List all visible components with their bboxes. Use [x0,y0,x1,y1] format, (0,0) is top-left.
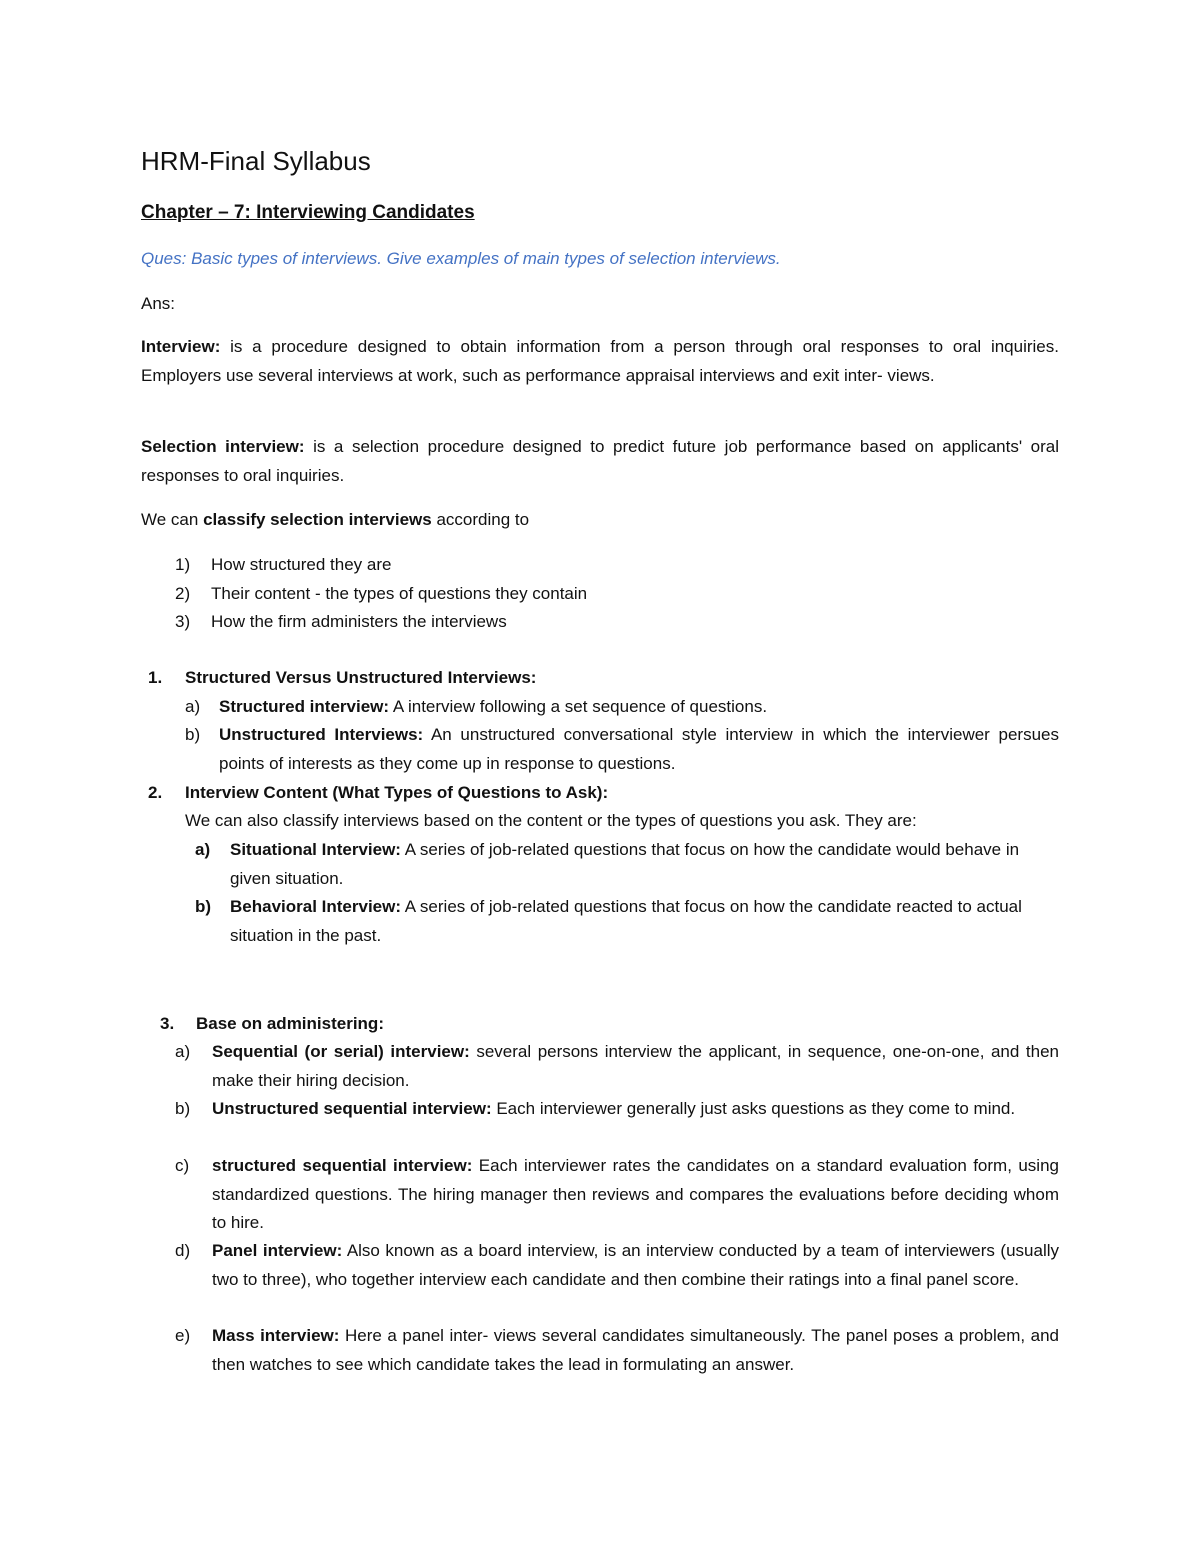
list-marker: a) [195,840,211,859]
list-item-text [212,1095,1059,1124]
section-heading-text: Structured Versus Unstructured Interviews: [185,668,537,687]
list-item-text [219,721,1059,778]
item-text: Each interviewer rates the candidates on a standard evaluation form, using standardized questions. The hiring manager then reviews and compares the evaluations before deciding whom to hire. [212,1156,1059,1232]
list-item-text: How the firm administers the interviews [211,612,507,631]
section-1-heading [148,664,1059,693]
item-term: Situational Interview: [230,840,401,859]
selection-interview-text: is a selection procedure designed to predict future job performance based on applicants' oral responses to oral inquiries. [141,437,1059,485]
list-item [175,608,1059,637]
list-item-text [230,836,1059,893]
interview-definition-text: is a procedure designed to obtain information from a person through oral responses to oral inquiries. Employers use several interviews at work, such as performance appraisal interviews and exit inter- views. [141,337,1059,385]
item-term: Panel interview: [212,1241,343,1260]
classify-post: according to [431,510,530,529]
list-marker: c) [175,1156,190,1175]
list-item-text [212,1322,1059,1379]
list-item [195,893,1059,950]
list-item [175,551,1059,580]
section-2-intro: We can also classify interviews based on the content or the types of questions you ask. They are: [185,811,917,830]
section-marker: 3. [160,1014,175,1033]
list-item [175,1152,1059,1238]
section-heading-text: Base on administering: [196,1014,384,1033]
list-marker: b) [195,897,212,916]
classify-bold: classify selection interviews [203,510,432,529]
question-text: Ques: Basic types of interviews. Give examples of main types of selection interviews. [141,249,781,268]
list-marker: a) [175,1042,191,1061]
item-text: Each interviewer generally just asks questions as they come to mind. [491,1099,1016,1118]
classify-pre: We can [141,510,204,529]
list-item-text [212,1038,1059,1095]
section-marker: 2. [148,783,163,802]
list-item-text: Their content - the types of questions they contain [211,584,588,603]
item-term: Unstructured Interviews: [219,725,424,744]
list-marker: 3) [175,612,191,631]
list-marker: 2) [175,584,191,603]
list-item-text [219,693,1059,722]
selection-interview-definition [141,433,1059,490]
section-2-heading [148,779,1059,808]
chapter-heading: Chapter – 7: Interviewing Candidates [141,202,475,223]
list-item [175,1237,1059,1294]
item-text: Also known as a board interview, is an interview conducted by a team of interviewers (usually two to three), who together interview each candidate and then combine their ratings into a final panel score. [212,1241,1059,1289]
item-text: Here a panel inter- views several candidates simultaneously. The panel poses a problem, and then watches to see which candidate takes the lead in formulating an answer. [212,1326,1059,1374]
item-text: A series of job-related questions that focus on how the candidate would behave in given situation. [230,840,1020,888]
item-text: A series of job-related questions that focus on how the candidate reacted to actual situation in the past. [230,897,1022,945]
section-3-heading [160,1010,1059,1039]
item-term: Behavioral Interview: [230,897,402,916]
list-item-text [230,893,1059,950]
list-item [175,580,1059,609]
list-item [195,836,1059,893]
list-item-text [212,1152,1059,1238]
list-item [175,1322,1059,1379]
list-item-text: How structured they are [211,555,392,574]
section-marker: 1. [148,668,163,687]
item-term: structured sequential interview: [212,1156,473,1175]
list-marker: e) [175,1326,191,1345]
document-title: HRM-Final Syllabus [141,146,371,176]
section-heading-text: Interview Content (What Types of Questions to Ask): [185,783,609,802]
list-marker: a) [185,697,201,716]
list-marker: 1) [175,555,191,574]
list-item [175,1095,1059,1124]
answer-label: Ans: [141,294,176,313]
list-item [185,693,1059,722]
item-term: Mass interview: [212,1326,340,1345]
list-item [175,1038,1059,1095]
item-text: A interview following a set sequence of questions. [389,697,768,716]
list-marker: b) [175,1099,191,1118]
selection-interview-term: Selection interview: [141,437,305,456]
list-item [185,721,1059,778]
list-marker: b) [185,725,201,744]
list-marker: d) [175,1241,191,1260]
item-term: Sequential (or serial) interview: [212,1042,470,1061]
item-text: An unstructured conversational style interview in which the interviewer persues points of interests as they come up in response to questions. [219,725,1059,773]
item-text: several persons interview the applicant, in sequence, one-on-one, and then make their hiring decision. [212,1042,1059,1090]
item-term: Structured interview: [219,697,390,716]
classify-sentence [141,506,1059,535]
interview-definition [141,333,1059,390]
interview-term: Interview: [141,337,221,356]
list-item-text [212,1237,1059,1294]
item-term: Unstructured sequential interview: [212,1099,492,1118]
